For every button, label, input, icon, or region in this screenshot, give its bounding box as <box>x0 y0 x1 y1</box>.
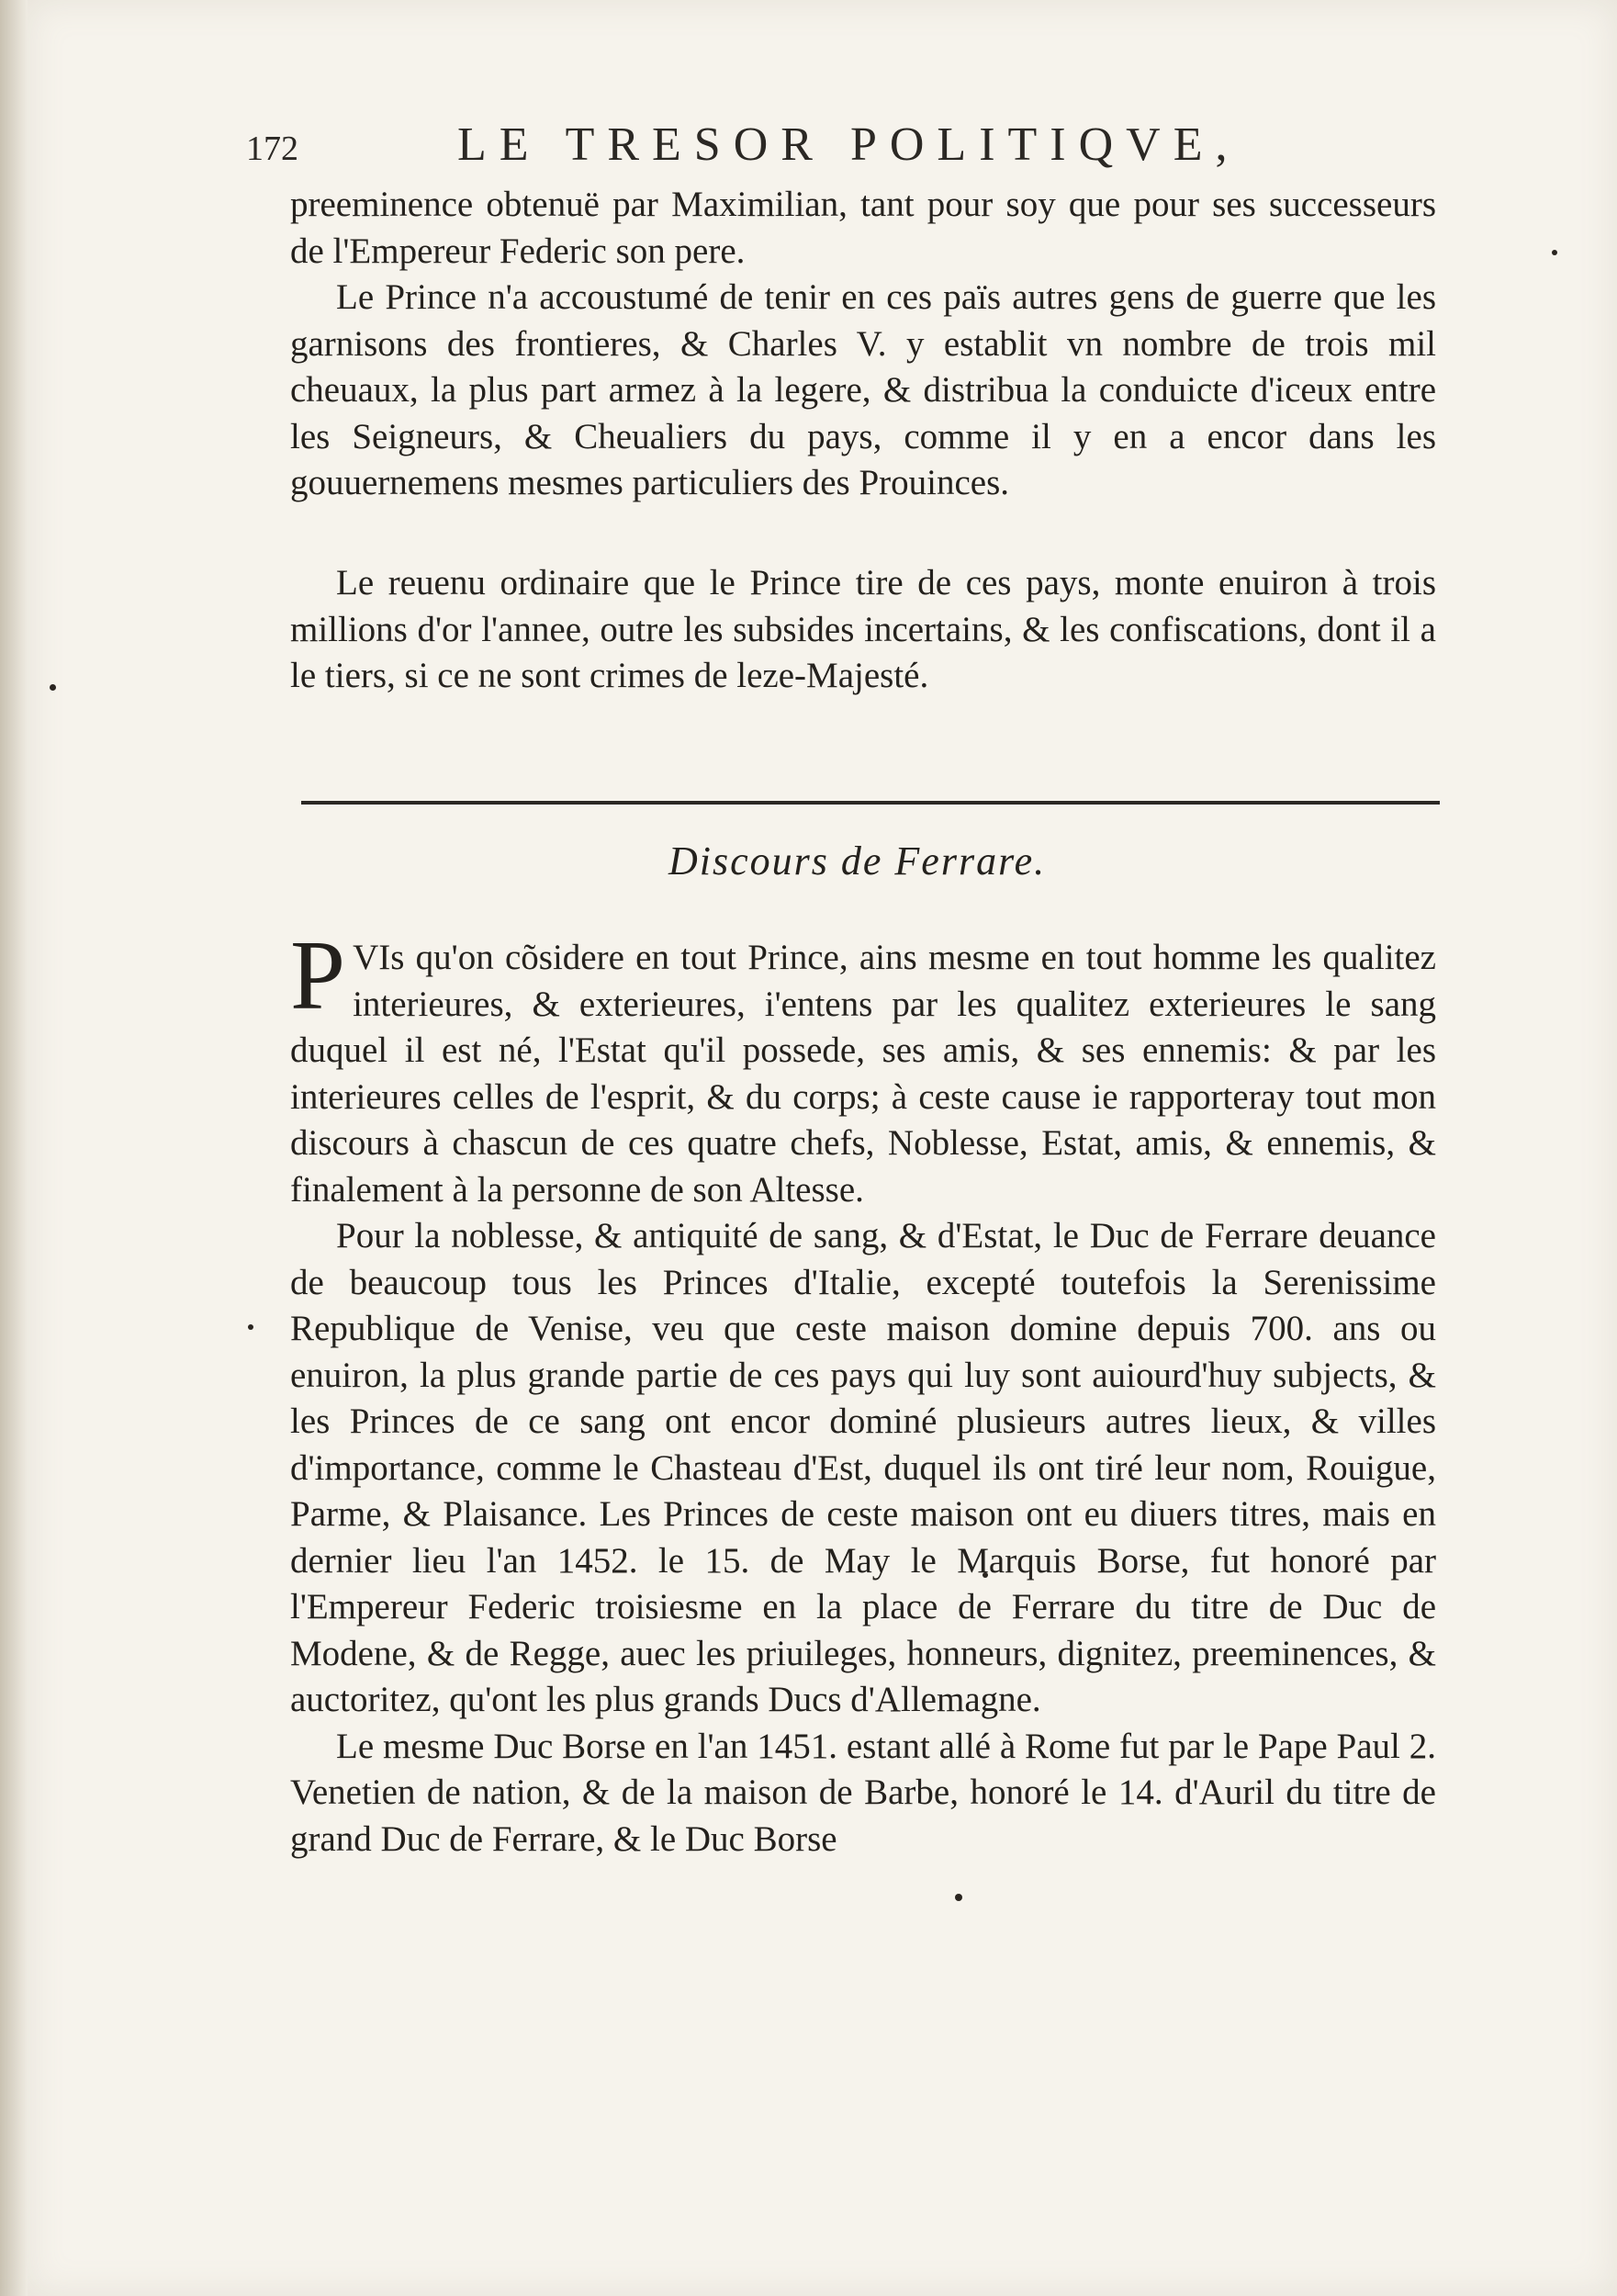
ink-speck <box>955 1894 962 1901</box>
paragraph-nobility: Pour la noblesse, & antiquité de sang, & d'Estat, le Duc de Ferrare deuance de beaucoup tous les Princes d'Italie, excepté toutefois la Serenissime Republique de Venise, veu que ceste maison domine depuis 700. ans ou enuiron, la plus grande partie de ces pays qui luy sont auiourd'huy subjects, & les Princes de ce sang ont encor dominé plusieurs autres lieux, & villes d'importance, comme le Chasteau d'Est, duquel ils ont tiré leur nom, Rouigue, Parme, & Plaisance. Les Princes de ceste maison ont eu diuers titres, mais en dernier lieu l'an 1452. le 15. de May le Marquis Borse, fut honoré par l'Empereur Federic troisiesme en la place de Ferrare du titre de Duc de Modene, & de Regge, auec les priuileges, honneurs, dignitez, preeminences, & auctoritez, qu'ont les plus grands Ducs d'Allemagne. <box>290 1216 1436 1719</box>
section-heading: Discours de Ferrare. <box>668 838 1047 884</box>
intro-text <box>290 182 1436 507</box>
paragraph-opening <box>290 921 1436 1213</box>
drop-cap: P <box>290 921 346 1030</box>
paragraph-borse: Le mesme Duc Borse en l'an 1451. estant allé à Rome fut par le Pape Paul 2. Venetien de nation, & de la maison de Barbe, honoré le 14. d'Auril du titre de grand Duc de Ferrare, & le Duc Borse <box>290 1726 1436 1859</box>
ink-speck <box>50 684 56 691</box>
page-header <box>246 118 1421 173</box>
page-number: 172 <box>246 129 298 168</box>
paragraph-revenue: Le reuenu ordinaire que le Prince tire de ces pays, monte enuiron à trois millions d'or l'annee, outre les subsides incertains, & les confiscations, dont il a le tiers, si ce ne sont crimes de leze-Majesté. <box>290 563 1436 695</box>
paragraph-opening-text: VIs qu'on cõsidere en tout Prince, ains mesme en tout homme les qualitez interieures, & exterieures, i'entens par les qualitez exterieures le sang duquel il est né, l'Estat qu'il possede, ses amis, & ses ennemis: & par les interieures celles de l'esprit, & du corps; à ceste cause ie rapporteray tout mon discours à chascun de ces quatre chefs, Noblesse, Estat, amis, & ennemis, & finalement à la personne de son Altesse. <box>290 938 1436 1210</box>
running-title: LE TRESOR POLITIQVE, <box>457 118 1241 171</box>
ferrare-discourse <box>290 921 1436 1863</box>
paragraph-garrisons: Le Prince n'a accoustumé de tenir en ces païs autres gens de guerre que les garnisons des frontieres, & Charles V. y establit vn nombre de trois mil cheuaux, la plus part armez à la legere, & distribua la conduicte d'iceux entre les Seigneurs, & Cheualiers du pays, comme il y en a encor dans les gouuernemens mesmes particuliers des Prouinces. <box>290 277 1436 502</box>
paragraph-continuation: preeminence obtenuë par Maximilian, tant pour soy que pour ses successeurs de l'Empereur Federic son pere. <box>290 185 1436 271</box>
page-gutter-shadow <box>0 0 28 2296</box>
section-divider-rule <box>301 801 1440 805</box>
ink-speck <box>248 1324 253 1330</box>
ink-speck <box>1552 250 1557 255</box>
revenue-text <box>290 560 1436 700</box>
